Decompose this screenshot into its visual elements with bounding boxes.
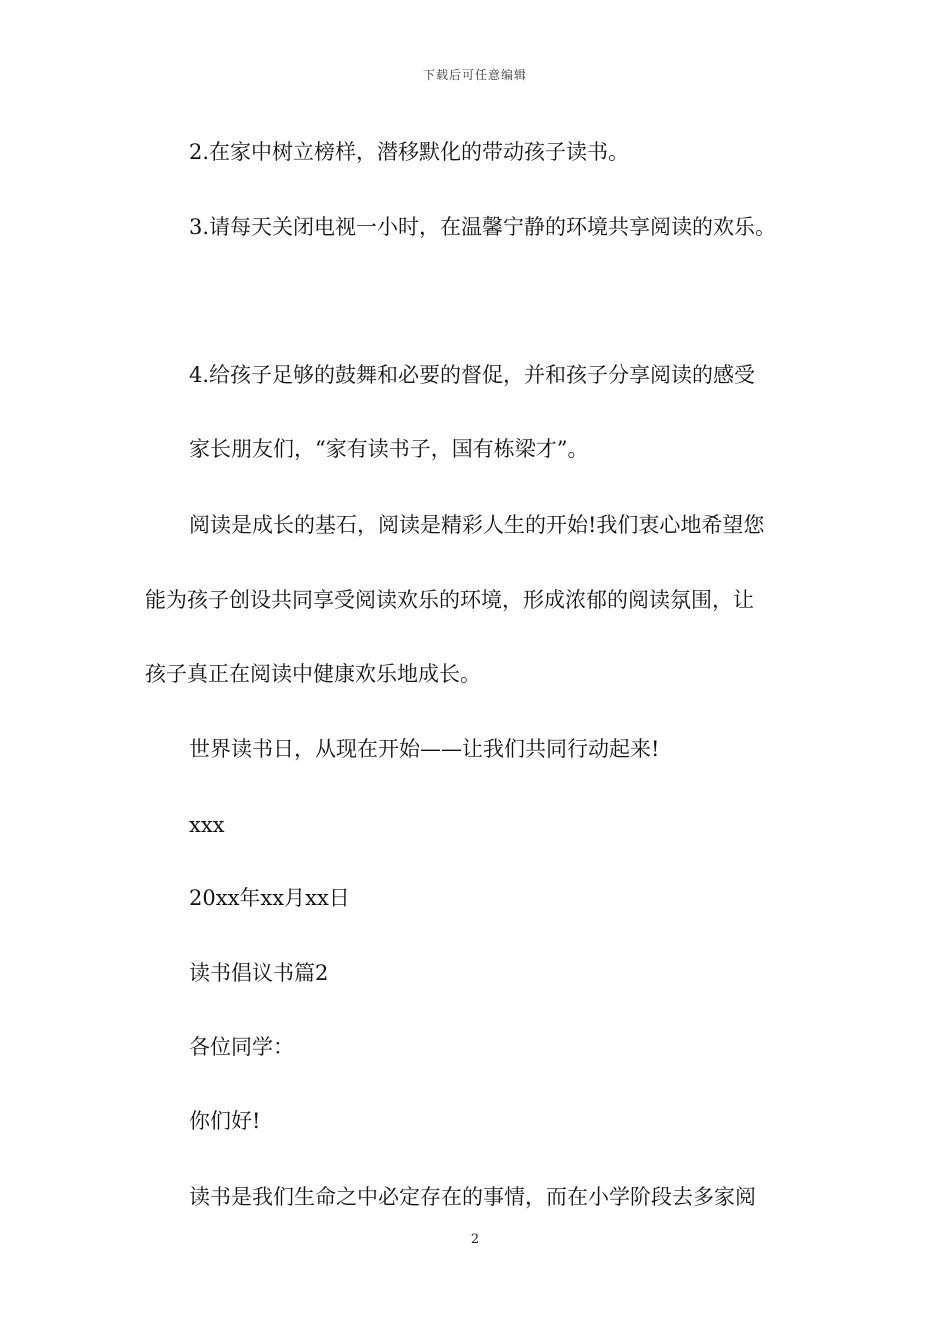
hello-line: 你们好! <box>189 1109 261 1133</box>
paragraph-1-line-3: 孩子真正在阅读中健康欢乐地成长。 <box>145 662 481 686</box>
list-item-4: 4.给孩子足够的鼓舞和必要的督促，并和孩子分享阅读的感受 <box>189 363 756 387</box>
parents-line: 家长朋友们，“家有读书子，国有栋梁才”。 <box>189 437 589 461</box>
list-item-3: 3.请每天关闭电视一小时，在温馨宁静的环境共享阅读的欢乐。 <box>189 215 777 239</box>
section-title: 读书倡议书篇2 <box>189 961 329 985</box>
paragraph-1-line-1: 阅读是成长的基石，阅读是精彩人生的开始!我们衷心地希望您 <box>189 513 765 537</box>
date-line: 20xx年xx月xx日 <box>189 886 350 910</box>
page-number: 2 <box>470 1232 480 1247</box>
paragraph-2-line-1: 读书是我们生命之中必定存在的事情，而在小学阶段去多家阅 <box>189 1185 756 1209</box>
paragraph-1-line-2: 能为孩子创设共同享受阅读欢乐的环境，形成浓郁的阅读氛围，让 <box>145 588 754 612</box>
greeting: 各位同学： <box>189 1035 294 1059</box>
page-header: 下载后可任意编辑 <box>422 68 527 82</box>
slogan-line: 世界读书日，从现在开始——让我们共同行动起来! <box>189 737 660 761</box>
signature: xxx <box>189 813 225 837</box>
list-item-2: 2.在家中树立榜样，潜移默化的带动孩子读书。 <box>189 140 630 164</box>
